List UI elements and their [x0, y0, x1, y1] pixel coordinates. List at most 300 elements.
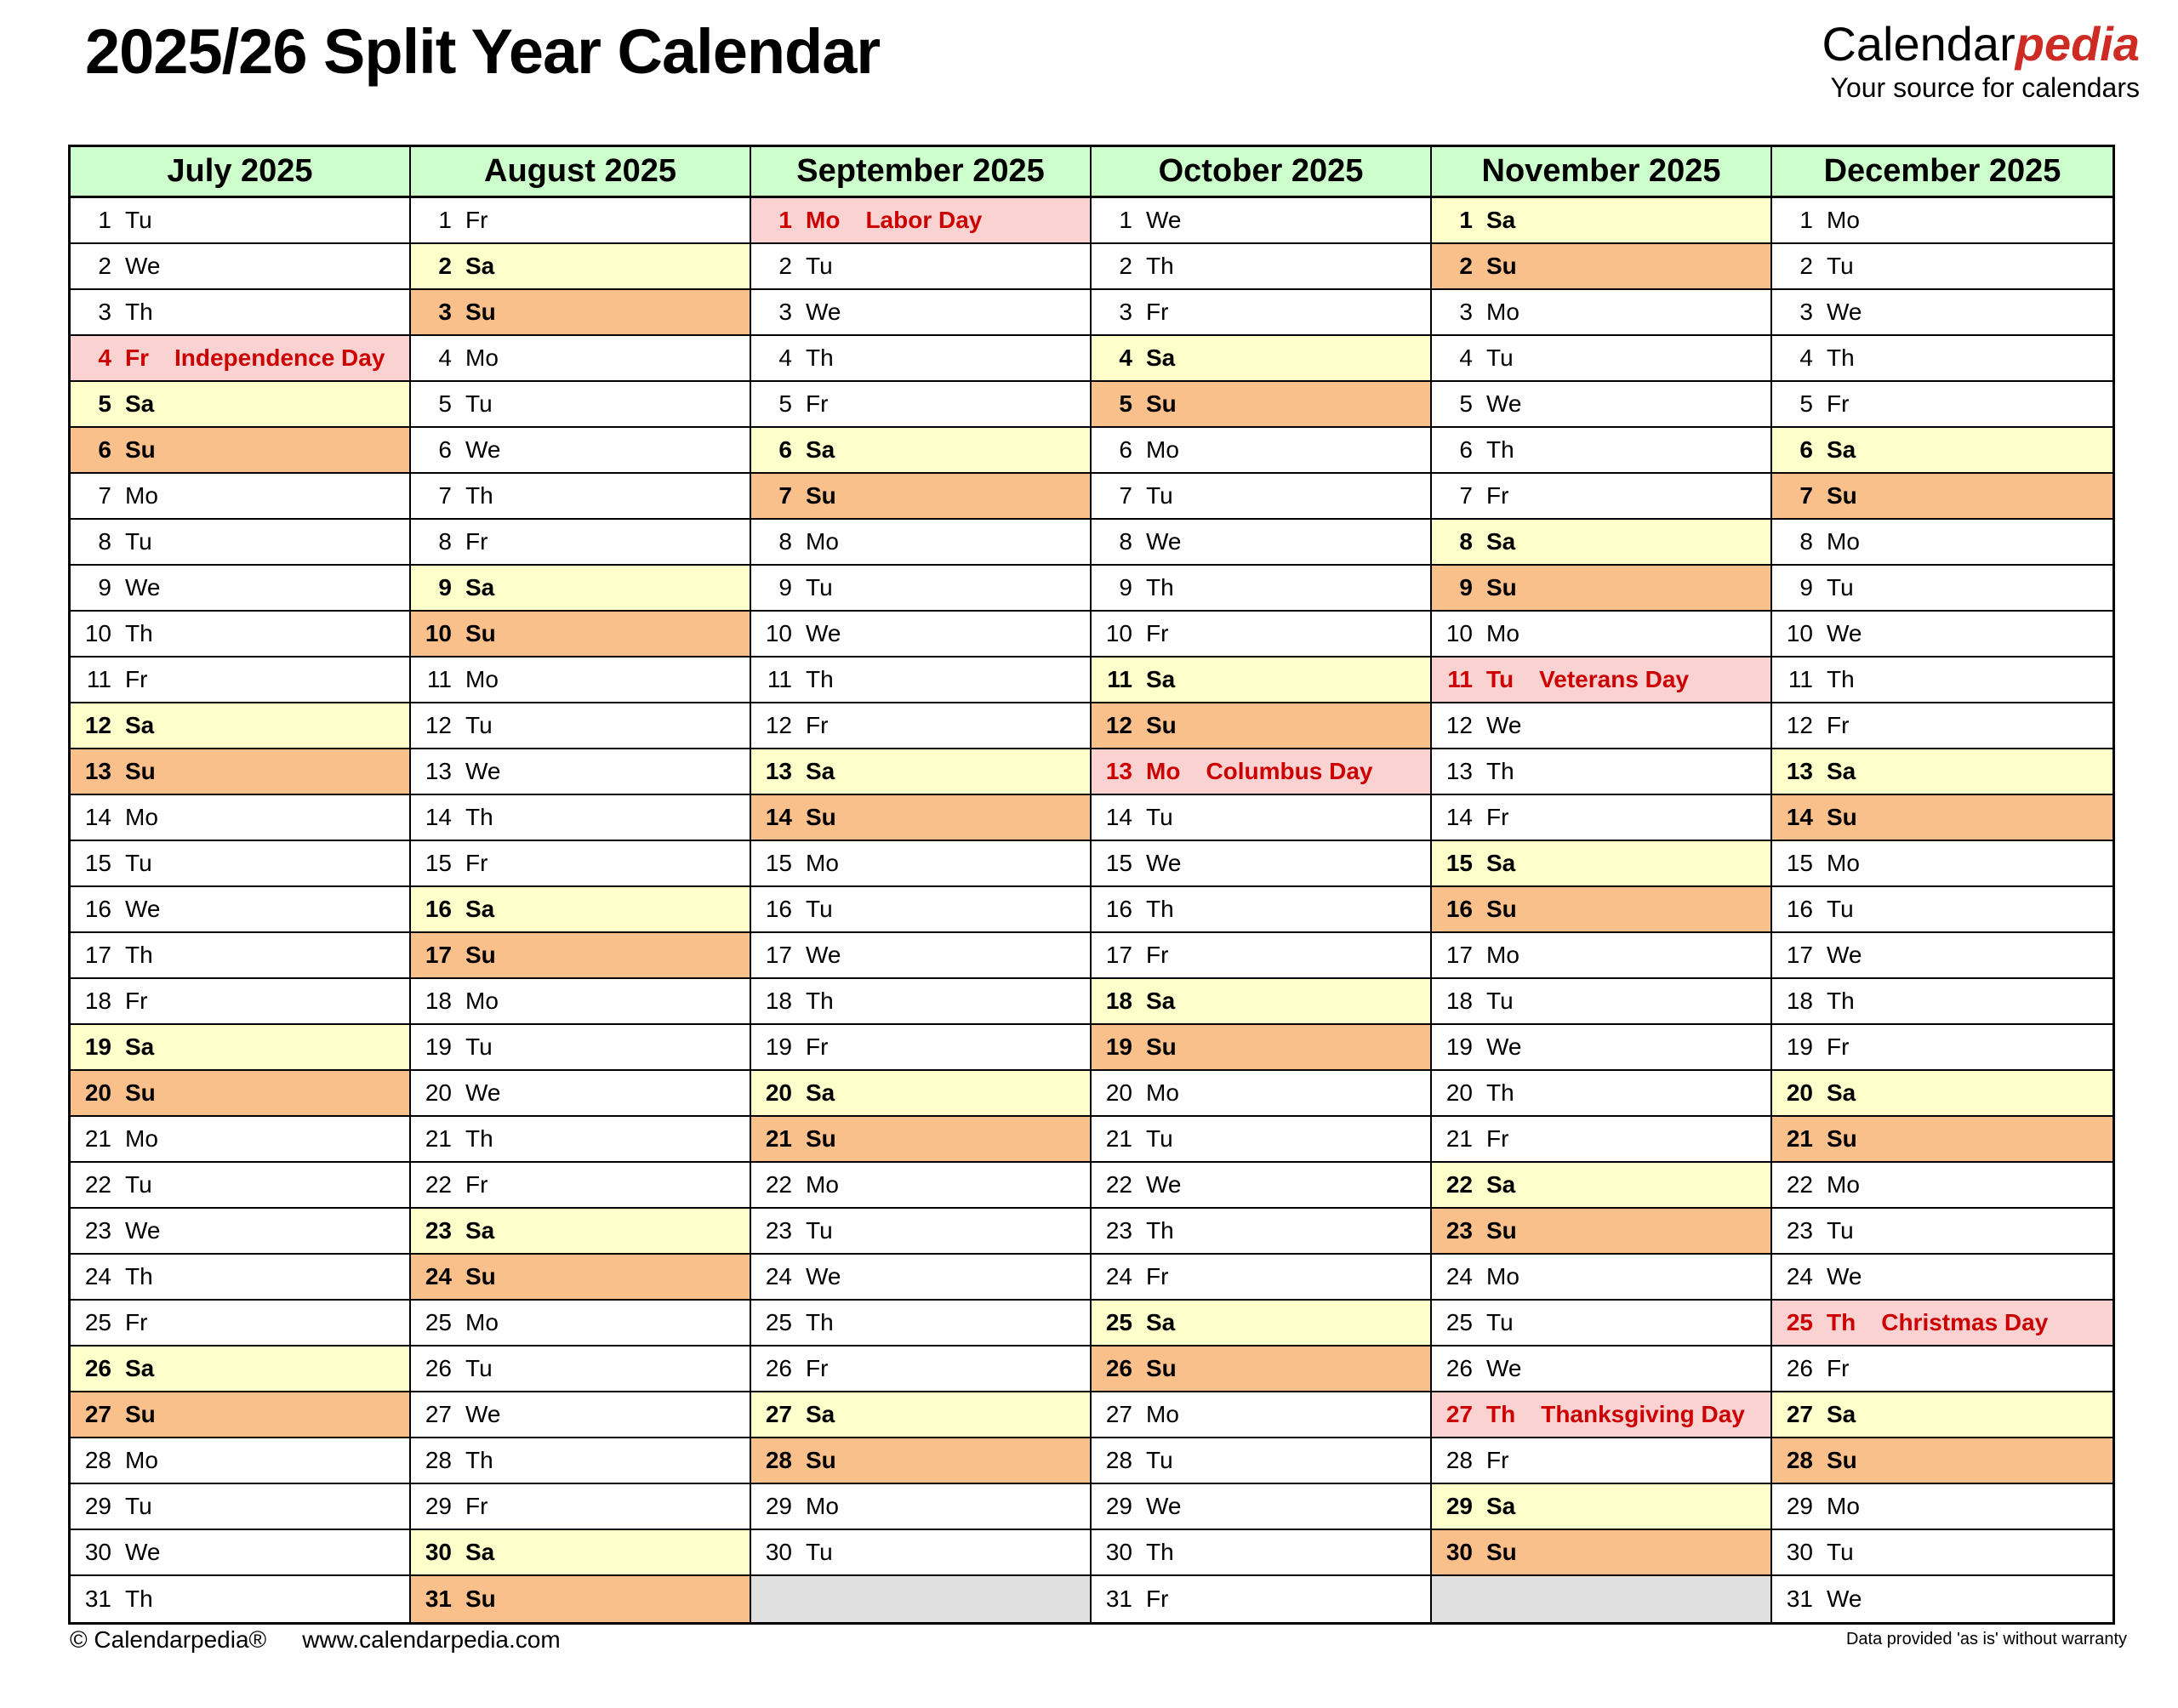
day-cell	[1432, 612, 1770, 658]
day-cell	[1432, 474, 1770, 520]
day-cell	[1092, 198, 1430, 244]
weekday-abbr: Th	[465, 804, 493, 830]
day-number: 22	[84, 1171, 111, 1198]
day-number: 2	[438, 253, 452, 279]
weekday-abbr: Mo	[1486, 299, 1519, 325]
day-number: 7	[1459, 482, 1473, 509]
weekday-abbr: Th	[806, 1309, 834, 1335]
day-cell	[1772, 1255, 2112, 1301]
day-cell	[411, 1438, 750, 1484]
day-number: 19	[1105, 1033, 1132, 1060]
month-column	[1432, 147, 1772, 1622]
day-number: 10	[1445, 620, 1473, 646]
logo-tagline: Your source for calendars	[1830, 72, 2140, 103]
day-cell	[411, 566, 750, 612]
weekday-abbr: We	[1146, 850, 1182, 876]
day-number: 3	[98, 299, 111, 325]
weekday-abbr: Sa	[1827, 436, 1856, 463]
weekday-abbr: Sa	[1827, 1079, 1856, 1106]
weekday-abbr: Tu	[125, 1493, 152, 1519]
weekday-abbr: Mo	[1146, 436, 1179, 463]
day-number: 29	[1105, 1493, 1132, 1519]
weekday-abbr: Fr	[806, 712, 829, 738]
day-number: 17	[765, 942, 792, 968]
day-cell	[751, 1438, 1090, 1484]
holiday-name: Veterans Day	[1539, 666, 1690, 692]
day-number: 10	[425, 620, 452, 646]
day-cell	[1772, 1346, 2112, 1392]
day-cell	[1432, 336, 1770, 382]
day-cell	[411, 198, 750, 244]
day-number: 13	[1786, 758, 1813, 784]
day-number: 22	[765, 1171, 792, 1198]
weekday-abbr: We	[1146, 528, 1182, 555]
day-cell	[1092, 795, 1430, 841]
day-number: 12	[1786, 712, 1813, 738]
month-header: October 2025	[1092, 147, 1430, 198]
day-cell	[1432, 887, 1770, 933]
weekday-abbr: Sa	[1146, 988, 1176, 1014]
weekday-abbr: Tu	[465, 1033, 493, 1060]
day-cell	[1432, 1530, 1770, 1576]
weekday-abbr: Fr	[806, 1355, 829, 1381]
weekday-abbr: Su	[1486, 574, 1517, 601]
day-cell	[1772, 1301, 2112, 1346]
weekday-abbr: Su	[1146, 1355, 1177, 1381]
weekday-abbr: Mo	[1146, 1079, 1179, 1106]
day-number: 26	[765, 1355, 792, 1381]
weekday-abbr: Tu	[806, 896, 833, 922]
weekday-abbr: Mo	[1827, 1493, 1860, 1519]
day-number: 31	[425, 1586, 452, 1612]
day-cell	[1772, 703, 2112, 749]
day-cell	[71, 1071, 409, 1117]
weekday-abbr: Th	[1146, 896, 1174, 922]
weekday-abbr: Sa	[806, 1079, 835, 1106]
day-number: 24	[84, 1263, 111, 1290]
day-cell	[1092, 1163, 1430, 1209]
day-cell	[1092, 887, 1430, 933]
day-cell	[1092, 566, 1430, 612]
day-number: 26	[84, 1355, 111, 1381]
weekday-abbr: Su	[465, 299, 496, 325]
day-number: 28	[1105, 1447, 1132, 1473]
month-column	[411, 147, 751, 1622]
day-cell	[411, 1301, 750, 1346]
day-number: 8	[1799, 528, 1813, 555]
day-cell	[71, 198, 409, 244]
day-number: 21	[1445, 1125, 1473, 1152]
day-number: 30	[1105, 1539, 1132, 1565]
day-cell	[411, 612, 750, 658]
day-number: 6	[1799, 436, 1813, 463]
day-number: 19	[425, 1033, 452, 1060]
day-number: 9	[1799, 574, 1813, 601]
day-number: 6	[778, 436, 792, 463]
day-number: 18	[84, 988, 111, 1014]
weekday-abbr: Tu	[125, 528, 152, 555]
weekday-abbr: We	[1146, 1493, 1182, 1519]
day-number: 16	[1786, 896, 1813, 922]
day-cell	[411, 1392, 750, 1438]
day-number: 7	[98, 482, 111, 509]
weekday-abbr: Sa	[1486, 850, 1516, 876]
day-number: 13	[1105, 758, 1132, 784]
day-cell	[1092, 1071, 1430, 1117]
day-cell	[1772, 336, 2112, 382]
day-cell	[1772, 1209, 2112, 1255]
day-number: 14	[1445, 804, 1473, 830]
day-cell	[71, 1346, 409, 1392]
weekday-abbr: Th	[1146, 1539, 1174, 1565]
month-header: August 2025	[411, 147, 750, 198]
weekday-abbr: Tu	[1827, 1539, 1854, 1565]
weekday-abbr: Tu	[465, 390, 493, 417]
day-cell	[751, 1209, 1090, 1255]
weekday-abbr: Mo	[1486, 1263, 1519, 1290]
day-cell	[751, 1163, 1090, 1209]
day-number: 12	[765, 712, 792, 738]
day-cell-blank	[1432, 1576, 1770, 1622]
day-cell	[751, 979, 1090, 1025]
day-cell	[1092, 1392, 1430, 1438]
day-cell	[71, 841, 409, 887]
day-cell	[411, 1255, 750, 1301]
day-cell	[71, 887, 409, 933]
weekday-abbr: Sa	[1486, 207, 1516, 233]
weekday-abbr: Fr	[125, 988, 148, 1014]
month-header: September 2025	[751, 147, 1090, 198]
weekday-abbr: Tu	[125, 850, 152, 876]
day-cell	[411, 841, 750, 887]
day-number: 26	[1105, 1355, 1132, 1381]
day-cell	[751, 1255, 1090, 1301]
weekday-abbr: Tu	[1486, 666, 1514, 692]
day-cell	[411, 290, 750, 336]
weekday-abbr: Sa	[125, 1033, 155, 1060]
day-number: 25	[1445, 1309, 1473, 1335]
weekday-abbr: Mo	[1486, 620, 1519, 646]
day-cell	[411, 1117, 750, 1163]
weekday-abbr: Sa	[1827, 1401, 1856, 1427]
weekday-abbr: Fr	[1827, 1033, 1850, 1060]
day-cell	[411, 1346, 750, 1392]
day-cell	[411, 749, 750, 795]
day-number: 6	[98, 436, 111, 463]
day-number: 17	[1105, 942, 1132, 968]
day-cell	[1772, 749, 2112, 795]
weekday-abbr: Sa	[1486, 528, 1516, 555]
weekday-abbr: Mo	[1827, 528, 1860, 555]
weekday-abbr: Th	[1146, 1217, 1174, 1244]
day-number: 1	[1459, 207, 1473, 233]
day-cell	[1772, 887, 2112, 933]
day-cell	[1432, 1484, 1770, 1530]
day-number: 3	[1459, 299, 1473, 325]
weekday-abbr: Sa	[1486, 1493, 1516, 1519]
day-cell	[1092, 1346, 1430, 1392]
weekday-abbr: Fr	[806, 390, 829, 417]
day-cell	[1092, 244, 1430, 290]
weekday-abbr: Mo	[1827, 207, 1860, 233]
day-number: 24	[1445, 1263, 1473, 1290]
day-cell	[751, 382, 1090, 428]
day-cell	[411, 887, 750, 933]
day-cell	[411, 1163, 750, 1209]
weekday-abbr: Th	[465, 1447, 493, 1473]
weekday-abbr: Sa	[465, 1217, 495, 1244]
day-number: 27	[1445, 1401, 1473, 1427]
weekday-abbr: We	[806, 299, 841, 325]
weekday-abbr: Th	[125, 620, 153, 646]
day-number: 11	[86, 666, 111, 692]
day-cell	[71, 290, 409, 336]
weekday-abbr: Mo	[465, 344, 499, 371]
day-cell	[1092, 841, 1430, 887]
day-number: 28	[425, 1447, 452, 1473]
weekday-abbr: We	[465, 436, 501, 463]
weekday-abbr: Su	[1827, 1447, 1857, 1473]
day-cell	[1772, 1484, 2112, 1530]
day-number: 8	[1119, 528, 1132, 555]
day-number: 10	[765, 620, 792, 646]
day-cell	[1092, 382, 1430, 428]
day-number: 24	[765, 1263, 792, 1290]
weekday-abbr: We	[1486, 712, 1522, 738]
weekday-abbr: Su	[465, 620, 496, 646]
day-cell	[1432, 749, 1770, 795]
weekday-abbr: Tu	[806, 253, 833, 279]
day-cell	[411, 520, 750, 566]
day-number: 6	[1459, 436, 1473, 463]
day-number: 23	[425, 1217, 452, 1244]
day-cell	[751, 336, 1090, 382]
day-number: 5	[778, 390, 792, 417]
day-number: 17	[84, 942, 111, 968]
weekday-abbr: Mo	[125, 804, 158, 830]
weekday-abbr: Mo	[1486, 942, 1519, 968]
day-cell	[411, 979, 750, 1025]
day-number: 22	[1445, 1171, 1473, 1198]
weekday-abbr: Su	[806, 804, 836, 830]
month-header: December 2025	[1772, 147, 2112, 198]
day-cell	[751, 1346, 1090, 1392]
day-cell	[411, 658, 750, 703]
day-cell	[751, 1025, 1090, 1071]
weekday-abbr: We	[1146, 1171, 1182, 1198]
weekday-abbr: Th	[125, 1263, 153, 1290]
weekday-abbr: Sa	[806, 1401, 835, 1427]
day-number: 31	[1105, 1586, 1132, 1612]
day-cell	[411, 244, 750, 290]
day-number: 30	[425, 1539, 452, 1565]
day-cell	[1772, 428, 2112, 474]
split-year-calendar-table	[68, 145, 2115, 1625]
day-cell	[71, 1392, 409, 1438]
weekday-abbr: Fr	[465, 207, 488, 233]
weekday-abbr: Fr	[125, 1309, 148, 1335]
day-number: 9	[1119, 574, 1132, 601]
day-cell	[751, 933, 1090, 979]
calendarpedia-logo	[1822, 19, 2140, 104]
weekday-abbr: Tu	[1486, 1309, 1514, 1335]
day-number: 14	[84, 804, 111, 830]
day-number: 18	[1105, 988, 1132, 1014]
day-cell	[71, 336, 409, 382]
day-cell	[411, 795, 750, 841]
day-number: 22	[1786, 1171, 1813, 1198]
day-number: 2	[1799, 253, 1813, 279]
day-cell	[1432, 795, 1770, 841]
day-number: 28	[1786, 1447, 1813, 1473]
day-number: 11	[767, 666, 792, 692]
weekday-abbr: Su	[125, 1401, 156, 1427]
day-number: 5	[1799, 390, 1813, 417]
day-number: 11	[1107, 666, 1132, 692]
weekday-abbr: Th	[125, 299, 153, 325]
day-cell	[71, 1025, 409, 1071]
day-cell	[1432, 1117, 1770, 1163]
weekday-abbr: Su	[1146, 1033, 1177, 1060]
month-column	[751, 147, 1092, 1622]
month-column	[71, 147, 411, 1622]
weekday-abbr: Fr	[1827, 1355, 1850, 1381]
day-cell	[1432, 382, 1770, 428]
weekday-abbr: Mo	[465, 988, 499, 1014]
weekday-abbr: Th	[1827, 666, 1855, 692]
weekday-abbr: Tu	[1827, 896, 1854, 922]
day-number: 8	[438, 528, 452, 555]
weekday-abbr: Sa	[806, 436, 835, 463]
weekday-abbr: Th	[1486, 436, 1514, 463]
day-cell	[751, 749, 1090, 795]
day-number: 1	[1119, 207, 1132, 233]
day-number: 25	[425, 1309, 452, 1335]
weekday-abbr: Th	[465, 1125, 493, 1152]
day-number: 21	[1105, 1125, 1132, 1152]
day-cell	[1772, 382, 2112, 428]
day-cell	[71, 244, 409, 290]
day-cell	[1772, 1438, 2112, 1484]
day-number: 18	[1445, 988, 1473, 1014]
day-number: 3	[778, 299, 792, 325]
weekday-abbr: Mo	[465, 1309, 499, 1335]
weekday-abbr: Th	[125, 1586, 153, 1612]
day-number: 31	[1786, 1586, 1813, 1612]
day-number: 26	[1786, 1355, 1813, 1381]
day-number: 19	[1445, 1033, 1473, 1060]
day-number: 2	[1459, 253, 1473, 279]
weekday-abbr: Sa	[1486, 1171, 1516, 1198]
weekday-abbr: Sa	[125, 1355, 155, 1381]
day-number: 5	[98, 390, 111, 417]
day-cell	[1092, 290, 1430, 336]
day-cell	[1432, 290, 1770, 336]
weekday-abbr: Sa	[1146, 666, 1176, 692]
day-cell	[411, 1025, 750, 1071]
day-cell	[71, 979, 409, 1025]
day-cell	[71, 566, 409, 612]
day-cell	[71, 1209, 409, 1255]
day-number: 27	[1786, 1401, 1813, 1427]
day-cell	[411, 382, 750, 428]
day-cell	[411, 1209, 750, 1255]
day-cell	[71, 1484, 409, 1530]
weekday-abbr: Su	[1486, 1217, 1517, 1244]
weekday-abbr: Th	[1486, 1079, 1514, 1106]
weekday-abbr: Th	[465, 482, 493, 509]
weekday-abbr: Sa	[125, 712, 155, 738]
day-cell	[1432, 1209, 1770, 1255]
day-cell	[1772, 1025, 2112, 1071]
day-number: 16	[84, 896, 111, 922]
holiday-name: Independence Day	[174, 344, 385, 371]
day-cell	[751, 841, 1090, 887]
holiday-name: Thanksgiving Day	[1541, 1401, 1745, 1427]
day-number: 9	[438, 574, 452, 601]
day-number: 28	[84, 1447, 111, 1473]
day-number: 21	[1786, 1125, 1813, 1152]
weekday-abbr: Fr	[465, 1171, 488, 1198]
day-cell	[411, 1071, 750, 1117]
day-number: 16	[1445, 896, 1473, 922]
day-cell	[751, 703, 1090, 749]
day-cell	[71, 1163, 409, 1209]
day-cell	[411, 428, 750, 474]
day-number: 20	[1786, 1079, 1813, 1106]
weekday-abbr: Mo	[806, 850, 839, 876]
day-cell	[751, 887, 1090, 933]
day-cell	[1092, 1117, 1430, 1163]
day-cell	[1772, 244, 2112, 290]
weekday-abbr: We	[1486, 1355, 1522, 1381]
weekday-abbr: Mo	[806, 528, 839, 555]
day-number: 10	[1105, 620, 1132, 646]
weekday-abbr: Tu	[806, 1217, 833, 1244]
weekday-abbr: We	[1827, 942, 1862, 968]
weekday-abbr: Fr	[1146, 1586, 1169, 1612]
weekday-abbr: Sa	[465, 1539, 495, 1565]
day-number: 3	[438, 299, 452, 325]
day-number: 25	[1105, 1309, 1132, 1335]
day-cell	[751, 1530, 1090, 1576]
day-cell	[1092, 933, 1430, 979]
weekday-abbr: Sa	[125, 390, 155, 417]
day-number: 12	[84, 712, 111, 738]
weekday-abbr: Th	[1486, 758, 1514, 784]
day-number: 7	[778, 482, 792, 509]
day-number: 11	[1447, 666, 1473, 692]
weekday-abbr: Mo	[1827, 850, 1860, 876]
weekday-abbr: Mo	[125, 1447, 158, 1473]
weekday-abbr: Th	[1827, 1309, 1856, 1335]
day-cell	[1092, 979, 1430, 1025]
day-number: 7	[1119, 482, 1132, 509]
day-number: 30	[1445, 1539, 1473, 1565]
month-column	[1772, 147, 2112, 1622]
day-cell	[1772, 290, 2112, 336]
day-number: 20	[1105, 1079, 1132, 1106]
day-number: 20	[765, 1079, 792, 1106]
day-number: 8	[98, 528, 111, 555]
day-cell	[411, 703, 750, 749]
weekday-abbr: Mo	[465, 666, 499, 692]
day-number: 18	[765, 988, 792, 1014]
day-number: 23	[765, 1217, 792, 1244]
day-number: 27	[765, 1401, 792, 1427]
day-cell	[411, 1530, 750, 1576]
day-number: 5	[1119, 390, 1132, 417]
